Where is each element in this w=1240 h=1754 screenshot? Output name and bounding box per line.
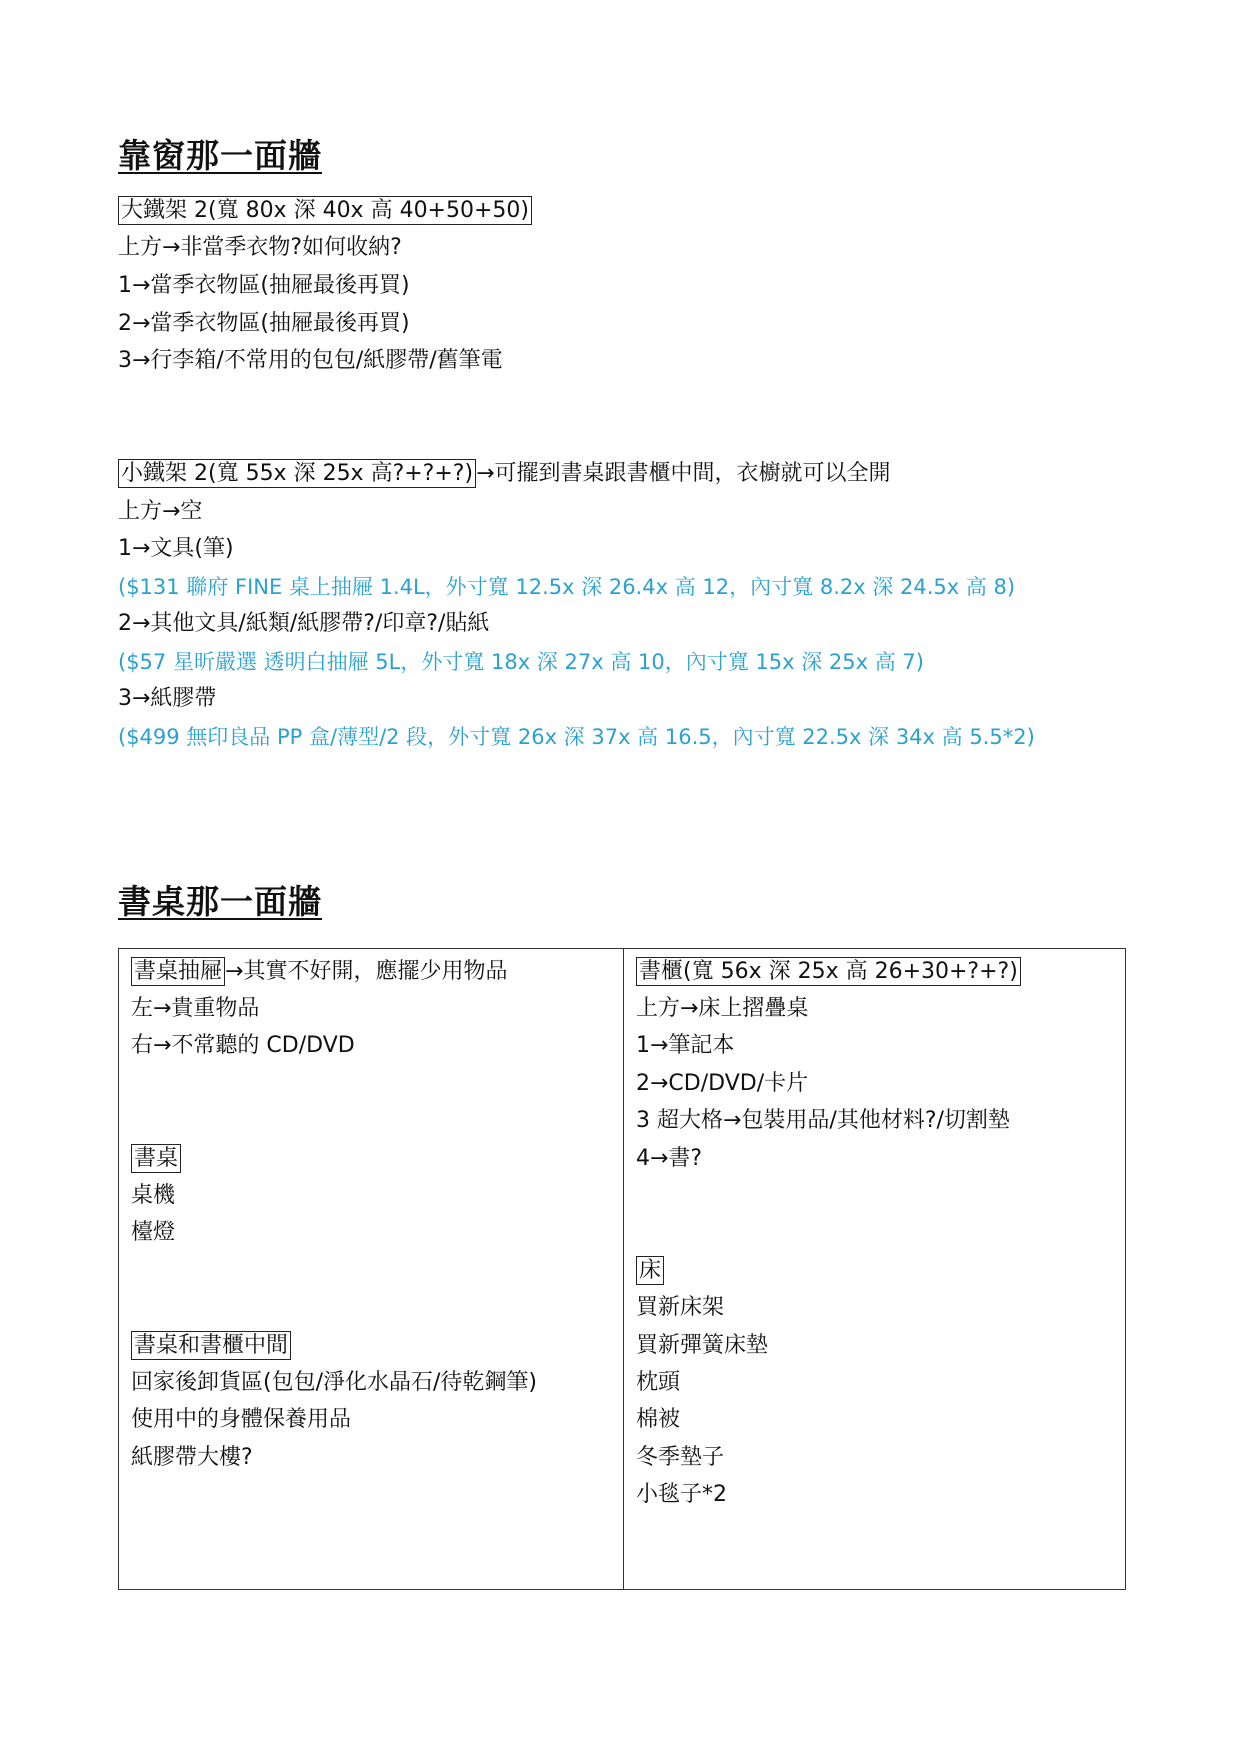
big-rack-line: 2→當季衣物區(抽屜最後再買) [118, 311, 410, 336]
big-rack-label-line [118, 196, 532, 226]
bookcase-line: 3 超大格→包裝用品/其他材料?/切割墊 [636, 1108, 1010, 1133]
desk-wall-table [118, 948, 1126, 1590]
table-cell-right [624, 949, 1125, 1589]
small-rack-label: 小鐵架 2(寬 55x 深 25x 高?+?+?) [118, 459, 476, 488]
section-title-window-wall: 靠窗那一面牆 [118, 136, 322, 175]
bookcase-line: 上方→床上摺疊桌 [636, 996, 809, 1021]
section-title-desk-wall: 書桌那一面牆 [118, 882, 322, 921]
bookcase-line: 4→書? [636, 1146, 703, 1171]
bookcase-label: 書櫃(寬 56x 深 25x 高 26+30+?+?) [636, 957, 1021, 986]
between-line: 回家後卸貨區(包包/淨化水晶石/待乾鋼筆) [131, 1370, 537, 1395]
bookcase-label-line [636, 957, 1021, 987]
drawer-line: 右→不常聽的 CD/DVD [131, 1033, 355, 1058]
bed-line: 冬季墊子 [636, 1445, 725, 1470]
drawer-label-line [131, 957, 507, 987]
small-rack-shelf-2: 2→其他文具/紙類/紙膠帶?/印章?/貼紙 [118, 611, 490, 636]
small-rack-shelf-3: 3→紙膠帶 [118, 686, 217, 711]
bed-label-line [636, 1256, 664, 1286]
desk-label: 書桌 [131, 1144, 181, 1173]
big-rack-line: 1→當季衣物區(抽屜最後再買) [118, 273, 410, 298]
table-cell-left [119, 949, 622, 1589]
small-rack-shelf-1: 1→文具(筆) [118, 536, 234, 561]
small-rack-note: →可擺到書桌跟書櫃中間，衣櫥就可以全開 [476, 461, 891, 486]
between-line: 使用中的身體保養用品 [131, 1407, 352, 1432]
drawer-label: 書桌抽屜 [131, 957, 225, 986]
product-note-2: ($57 星昕嚴選 透明白抽屜 5L，外寸寬 18x 深 27x 高 10，內寸寬 15x 深 25x 高 7) [118, 650, 924, 674]
drawer-line: 左→貴重物品 [131, 996, 260, 1021]
product-note-1: ($131 聯府 FINE 桌上抽屜 1.4L，外寸寬 12.5x 深 26.4x 高 12，內寸寬 8.2x 深 24.5x 高 8) [118, 575, 1016, 599]
big-rack-label: 大鐵架 2(寬 80x 深 40x 高 40+50+50) [118, 196, 532, 225]
bed-line: 棉被 [636, 1407, 681, 1432]
small-rack-label-line [118, 459, 891, 489]
desk-line: 檯燈 [131, 1220, 176, 1245]
desk-line: 桌機 [131, 1183, 176, 1208]
bed-line: 買新彈簧床墊 [636, 1333, 769, 1358]
desk-label-line [131, 1144, 181, 1174]
big-rack-line: 上方→非當季衣物?如何收納? [118, 235, 402, 260]
big-rack-line: 3→行李箱/不常用的包包/紙膠帶/舊筆電 [118, 348, 503, 373]
between-label: 書桌和書櫃中間 [131, 1331, 291, 1360]
between-line: 紙膠帶大樓? [131, 1445, 253, 1470]
bookcase-line: 1→筆記本 [636, 1033, 735, 1058]
bookcase-line: 2→CD/DVD/卡片 [636, 1071, 809, 1096]
bed-label: 床 [636, 1256, 664, 1285]
bed-line: 小毯子*2 [636, 1482, 727, 1507]
small-rack-top: 上方→空 [118, 499, 203, 524]
bed-line: 買新床架 [636, 1295, 725, 1320]
bed-line: 枕頭 [636, 1370, 681, 1395]
product-note-3: ($499 無印良品 PP 盒/薄型/2 段，外寸寬 26x 深 37x 高 16.5，內寸寬 22.5x 深 34x 高 5.5*2) [118, 725, 1035, 749]
between-label-line [131, 1331, 291, 1361]
drawer-note: →其實不好開，應擺少用物品 [225, 959, 508, 984]
